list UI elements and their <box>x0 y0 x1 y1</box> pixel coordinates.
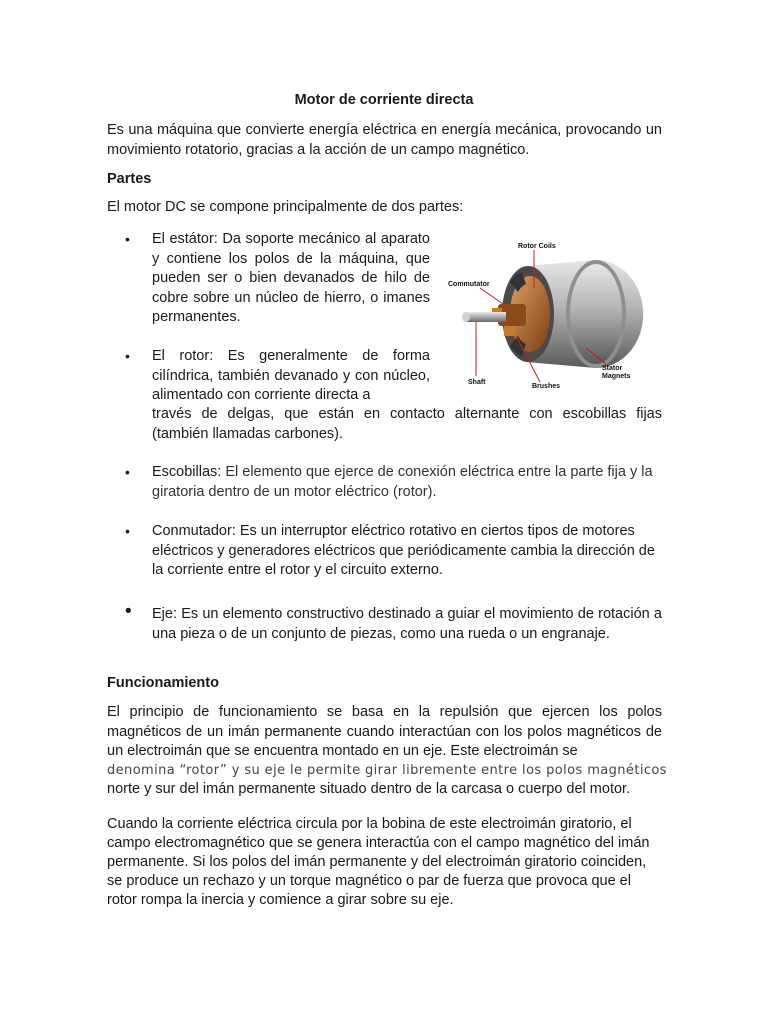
escobillas-label: Escobillas: <box>152 464 222 480</box>
housing-end-face <box>570 264 622 364</box>
bullet-dot-rotor: • <box>125 348 130 364</box>
rotor-item-part1: El rotor: Es generalmente de forma cilíndrica, también devanado y con núcleo, alimentado con corriente directa a <box>152 348 430 403</box>
eje-item: Eje: Es un elemento constructivo destinado a guiar el movimiento de rotación a una pieza o de un conjunto de piezas, como una rueda o un engranaje. <box>152 606 662 642</box>
estator-item: El estátor: Da soporte mecánico al aparato y contiene los polos de la máquina, que pueden ser o bien devanados de hilo de cobre sobre un núcleo de hierro, o imanes permanentes. <box>152 231 430 325</box>
label-shaft: Shaft <box>468 379 486 386</box>
conmutador-item: Conmutador: Es un interruptor eléctrico rotativo en ciertos tipos de motores eléctricos y generadores eléctricos que periódicamente cambia la dirección de la corriente entre el rotor y el circuito externo. <box>152 523 655 578</box>
partes-intro: El motor DC se compone principalmente de dos partes: <box>107 199 464 215</box>
bullet-dot-conmutador: • <box>125 523 130 539</box>
label-stator-line1: Stator <box>602 365 623 372</box>
label-commutator: Commutator <box>448 281 490 288</box>
brush-bottom <box>504 326 516 336</box>
funcionamiento-paragraph-2: Cuando la corriente eléctrica circula por la bobina de este electroimán giratorio, el campo electromagnético que se genera interactúa con el campo magnético del imán permanente. Si los polos del imán permanente y del electroimán giratorio coinciden, se produce un rechazo y un torque magnético o par de fuerza que provoca que el rotor rompa la inercia y comience a girar sobre su eje. <box>107 816 650 908</box>
bullet-dot-eje: • <box>125 601 132 622</box>
bullet-dot-escobillas: • <box>125 464 130 480</box>
shaft-tip <box>462 312 470 322</box>
label-stator-line2: Magnets <box>602 373 631 380</box>
funcionamiento-paragraph-1c: norte y sur del imán permanente situado dentro de la carcasa o cuerpo del motor. <box>107 781 631 797</box>
shaft-shape <box>466 312 506 322</box>
escobillas-description: El elemento que ejerce de conexión eléctrica entre la parte fija y la giratoria dentro de un motor eléctrico (rotor). <box>152 464 653 500</box>
funcionamiento-paragraph-1b: denomina “rotor” y su eje le permite girar libremente entre los polos magnéticos <box>107 763 667 778</box>
intro-paragraph: Es una máquina que convierte energía eléctrica en energía mecánica, provocando un movimiento rotatorio, gracias a la acción de un campo magnético. <box>107 122 662 158</box>
funcionamiento-paragraph-1a: El principio de funcionamiento se basa en la repulsión que ejercen los polos magnéticos de un imán permanente cuando interactúan con los polos magnéticos de un electroimán que se encuentra montado en un eje. Este electroimán se <box>107 704 662 759</box>
label-rotor-coils: Rotor Coils <box>518 243 556 250</box>
dc-motor-svg <box>446 236 646 396</box>
escobillas-item <box>152 463 662 502</box>
dc-motor-diagram <box>446 236 646 396</box>
partes-heading: Partes <box>107 171 152 187</box>
funcionamiento-heading: Funcionamiento <box>107 675 219 691</box>
label-brushes: Brushes <box>532 383 561 390</box>
document-title: Motor de corriente directa <box>294 92 474 108</box>
rotor-item-part2: través de delgas, que están en contacto alternante con escobillas fijas (también llamadas carbones). <box>152 406 662 442</box>
bullet-dot-estator: • <box>125 231 130 247</box>
